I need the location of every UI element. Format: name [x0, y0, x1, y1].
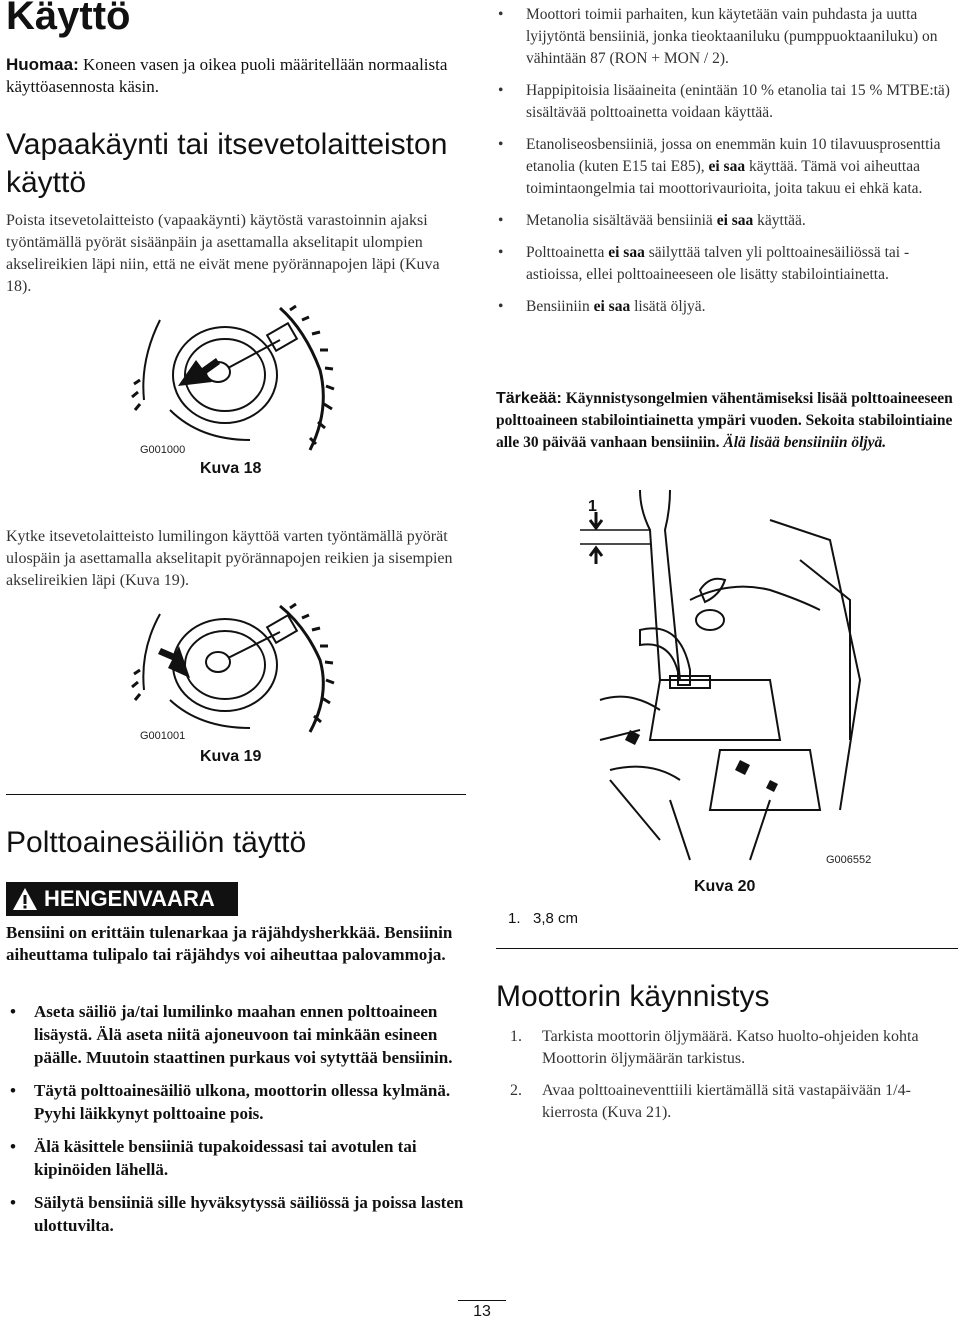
- section-heading-polttoaine: Polttoainesäiliön täyttö: [6, 826, 307, 859]
- figure-callout-number: 1: [588, 498, 597, 515]
- figure-caption: Kuva 19: [200, 748, 262, 765]
- important-label: Tärkeää:: [496, 390, 562, 407]
- list-item: • Säilytä bensiiniä sille hyväksytyssä säiliössä ja poissa lasten ulottuvilta.: [6, 1191, 468, 1237]
- fuel-requirements-list: [498, 4, 958, 328]
- step-text: Avaa polttoaineventtiili kiertämällä sitä vastapäivään 1/4-kierrosta (Kuva 21).: [542, 1082, 911, 1121]
- list-item: [498, 80, 958, 124]
- list-item: • Täytä polttoainesäiliö ulkona, moottorin ollessa kylmänä. Pyyhi läikkynyt polttoaine pois.: [6, 1079, 468, 1125]
- list-item-text: Metanolia sisältävää bensiiniä: [526, 212, 717, 229]
- list-item: [498, 4, 958, 70]
- figure-code: G006552: [826, 854, 872, 866]
- danger-label: HENGENVAARA: [44, 886, 215, 911]
- step-text: Tarkista moottorin öljymäärä. Katso huolto-ohjeiden kohta Moottorin öljymäärän tarkistus.: [542, 1028, 919, 1067]
- list-item: • Älä käsittele bensiiniä tupakoidessasi tai avotulen tai kipinöiden lähellä.: [6, 1135, 468, 1181]
- important-text: Käynnistysongelmien vähentämiseksi lisää polttoaineeseen polttoaineen stabilointiainetta ympäri vuoden. Sekoita stabilointiaine alle 30 päivää vanhaan bensiiniin.: [496, 390, 953, 451]
- note: [6, 54, 466, 98]
- section-divider: [6, 794, 466, 795]
- start-steps-list: [496, 1026, 958, 1134]
- list-item: [496, 1080, 958, 1124]
- page-title: Käyttö: [6, 0, 131, 38]
- warning-triangle-icon: [12, 886, 38, 912]
- note-label: Huomaa:: [6, 55, 79, 74]
- danger-text: Bensiini on erittäin tulenarkaa ja räjähdysherkkää. Bensiinin aiheuttama tulipalo tai räjähdys voi aiheuttaa palovammoja.: [6, 923, 453, 964]
- section-heading-vapaakaynti: Vapaakäynti tai itsevetolaitteiston käyttö: [6, 128, 448, 199]
- important-note: [496, 388, 958, 454]
- list-item-text: Bensiiniin: [526, 298, 594, 315]
- danger-label-box: [6, 882, 238, 916]
- page-number: 13: [473, 1303, 491, 1320]
- wheel-illustration-fig18: [130, 300, 350, 460]
- list-item: [498, 242, 958, 286]
- paragraph-kytke: Kytke itsevetolaitteisto lumilingon käyttöä varten työntämällä pyörät ulospäin ja asettamalla akselitapit pyörännapojen reikien ja sisempien akselireikien läpi (Kuva 19).: [6, 528, 453, 589]
- list-item-text: Etanoliseosbensiiniä, jossa on enemmän kuin 10 tilavuusprosenttia etanolia (kuten E15 tai E85),: [526, 136, 941, 175]
- emphasis: ei saa: [608, 244, 645, 261]
- figure-caption: Kuva 18: [200, 460, 262, 477]
- list-item-text: Polttoainetta: [526, 244, 609, 261]
- list-item-text: käyttää.: [753, 212, 806, 229]
- section-divider: [496, 948, 958, 949]
- note-text: Koneen vasen ja oikea puoli määritellään normaalista käyttöasennosta käsin.: [6, 55, 448, 96]
- figure-code: G001001: [140, 730, 186, 742]
- list-item-text: Moottori toimii parhaiten, kun käytetään vain puhdasta ja uutta lyijytöntä bensiiniä, jonka tieoktaaniluku (pumppuoktaaniluku) on vähintään 87 (RON + MON / 2).: [526, 6, 938, 67]
- safety-list: [6, 1000, 468, 1247]
- wheel-illustration-fig19: [130, 600, 350, 740]
- list-item: [498, 134, 958, 200]
- list-item: [498, 296, 958, 318]
- emphasis: ei saa: [716, 212, 754, 229]
- figure-legend: 1. 3,8 cm: [508, 910, 579, 927]
- step-number: 1.: [510, 1028, 522, 1045]
- important-emphasis: Älä lisää bensiiniin öljyä.: [723, 434, 887, 451]
- emphasis: ei saa: [708, 158, 746, 175]
- section-heading-moottori: Moottorin käynnistys: [496, 980, 770, 1013]
- page-number-rule: [458, 1300, 506, 1301]
- step-number: 2.: [510, 1082, 522, 1099]
- figure-code: G001000: [140, 444, 186, 456]
- fuel-tank-illustration-fig20: [570, 480, 870, 880]
- list-item: [498, 210, 958, 232]
- figure-caption: Kuva 20: [694, 878, 756, 895]
- paragraph-vapaakaynti: Poista itsevetolaitteisto (vapaakäynti) käytöstä varastoinnin ajaksi työntämällä pyörät sisäänpäin ja asettamalla akselitapit ulompien akselireikien läpi niin, että ne eivät mene pyörännapojen läpi (Kuva 18).: [6, 212, 440, 295]
- list-item-text: Happipitoisia lisäaineita (enintään 10 % etanolia tai 15 % MTBE:tä) sisältävää polttoainetta voidaan käyttää.: [526, 82, 950, 121]
- list-item-text: lisätä öljyä.: [630, 298, 706, 315]
- list-item-text: säilyttää talven yli polttoainesäiliössä tai -astioissa, ellei polttoaineeseen ole lisätty stabilointiainetta.: [526, 244, 910, 283]
- list-item: • Aseta säiliö ja/tai lumilinko maahan ennen polttoaineen lisäystä. Älä aseta niitä ajoneuvoon tai minkään esineen päälle. Muutoin staattinen purkaus voi sytyttää bensiinin.: [6, 1000, 468, 1069]
- list-item: [496, 1026, 958, 1070]
- emphasis: ei saa: [593, 298, 631, 315]
- list-item-text: käyttää. Tämä voi aiheuttaa toimintaongelmia tai moottorivaurioita, joita takuu ei ehkä kata.: [526, 158, 923, 197]
